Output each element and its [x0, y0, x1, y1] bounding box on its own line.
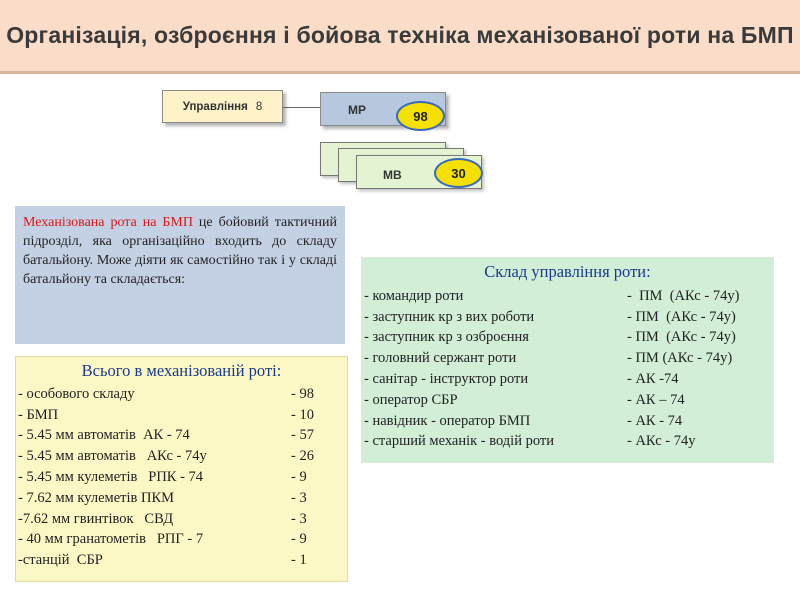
staff-row [361, 369, 774, 390]
totals-item-value: - 26 [291, 448, 314, 465]
totals-item-value: - 98 [291, 385, 314, 402]
description-highlight: Механізована рота на БМП [23, 215, 193, 230]
org-connector-line [283, 107, 320, 108]
totals-item-value: - 10 [291, 406, 314, 423]
totals-item-value: - 57 [291, 427, 314, 444]
staff-weapon: - ПМ (АКс - 74у) [627, 329, 736, 346]
totals-item-label: - 5.45 мм автоматів АКс - 74у [18, 448, 207, 465]
totals-row [16, 467, 347, 488]
totals-item-label: - 5.45 мм автоматів АК - 74 [18, 427, 190, 444]
staff-role: - старший механік - водій роти [364, 433, 555, 450]
totals-row [16, 446, 347, 467]
totals-list [16, 384, 347, 571]
totals-item-label: - особового складу [18, 385, 135, 402]
totals-item-label: - БМП [18, 406, 59, 423]
totals-item-value: - 1 [291, 552, 307, 569]
management-box [162, 90, 283, 123]
staff-weapon: - АК - 74 [627, 412, 683, 429]
mv-label: МВ [383, 168, 402, 182]
staff-box [361, 257, 774, 463]
management-label: Управління [182, 100, 248, 113]
staff-weapon: - ПМ (АКс - 74у) [627, 350, 733, 367]
staff-weapon: - ПМ (АКс - 74у) [627, 308, 736, 325]
staff-row [361, 348, 774, 369]
description-box [15, 206, 345, 344]
totals-heading: Всього в механізованій роті: [81, 361, 282, 380]
staff-role: - санітар - інструктор роти [364, 371, 529, 388]
totals-row [16, 530, 347, 551]
staff-weapon: - АКс - 74у [627, 433, 696, 450]
totals-item-value: - 9 [291, 469, 307, 486]
totals-item-label: -станцій СБР [18, 552, 103, 569]
staff-row [361, 328, 774, 349]
management-count: 8 [255, 100, 263, 113]
title-bar [0, 0, 800, 74]
page-title: Організація, озброєння і бойова техніка механізованої роти на БМП [6, 21, 794, 48]
staff-list [361, 286, 774, 452]
staff-role: - заступник кр з озброєння [364, 329, 529, 346]
staff-role: - командир роти [364, 287, 464, 304]
totals-item-label: - 7.62 мм кулеметів ПКМ [18, 489, 175, 506]
totals-row [16, 405, 347, 426]
staff-row [361, 307, 774, 328]
totals-item-value: - 9 [291, 531, 307, 548]
totals-row [16, 509, 347, 530]
totals-row [16, 426, 347, 447]
staff-role: - оператор СБР [364, 391, 458, 408]
mr-label: МР [348, 103, 366, 117]
mv-count-badge: 30 [434, 158, 483, 188]
totals-item-value: - 3 [291, 489, 307, 506]
staff-weapon: - АК – 74 [627, 391, 685, 408]
staff-weapon: - ПМ (АКс - 74у) [627, 287, 740, 304]
staff-role: - навідник - оператор БМП [364, 412, 531, 429]
staff-row [361, 432, 774, 453]
description-text: це бойовий тактичний підрозділ, яка організаційно входить до складу батальйону. Може діяти як самостійно так і у складі батальйону та складається: [23, 215, 338, 287]
totals-row [16, 550, 347, 571]
staff-row [361, 286, 774, 307]
totals-row [16, 488, 347, 509]
totals-box [15, 356, 348, 582]
staff-row [361, 411, 774, 432]
staff-heading: Склад управління роти: [484, 262, 651, 281]
totals-item-label: - 40 мм гранатометів РПГ - 7 [18, 531, 204, 548]
mr-count-badge: 98 [396, 101, 445, 131]
totals-item-value: - 3 [291, 510, 307, 527]
staff-role: - заступник кр з вих роботи [364, 308, 535, 325]
totals-row [16, 384, 347, 405]
staff-weapon: - АК -74 [627, 371, 679, 388]
staff-role: - головний сержант роти [364, 350, 517, 367]
totals-item-label: -7.62 мм гвинтівок СВД [18, 510, 174, 527]
staff-row [361, 390, 774, 411]
totals-item-label: - 5.45 мм кулеметів РПК - 74 [18, 469, 204, 486]
